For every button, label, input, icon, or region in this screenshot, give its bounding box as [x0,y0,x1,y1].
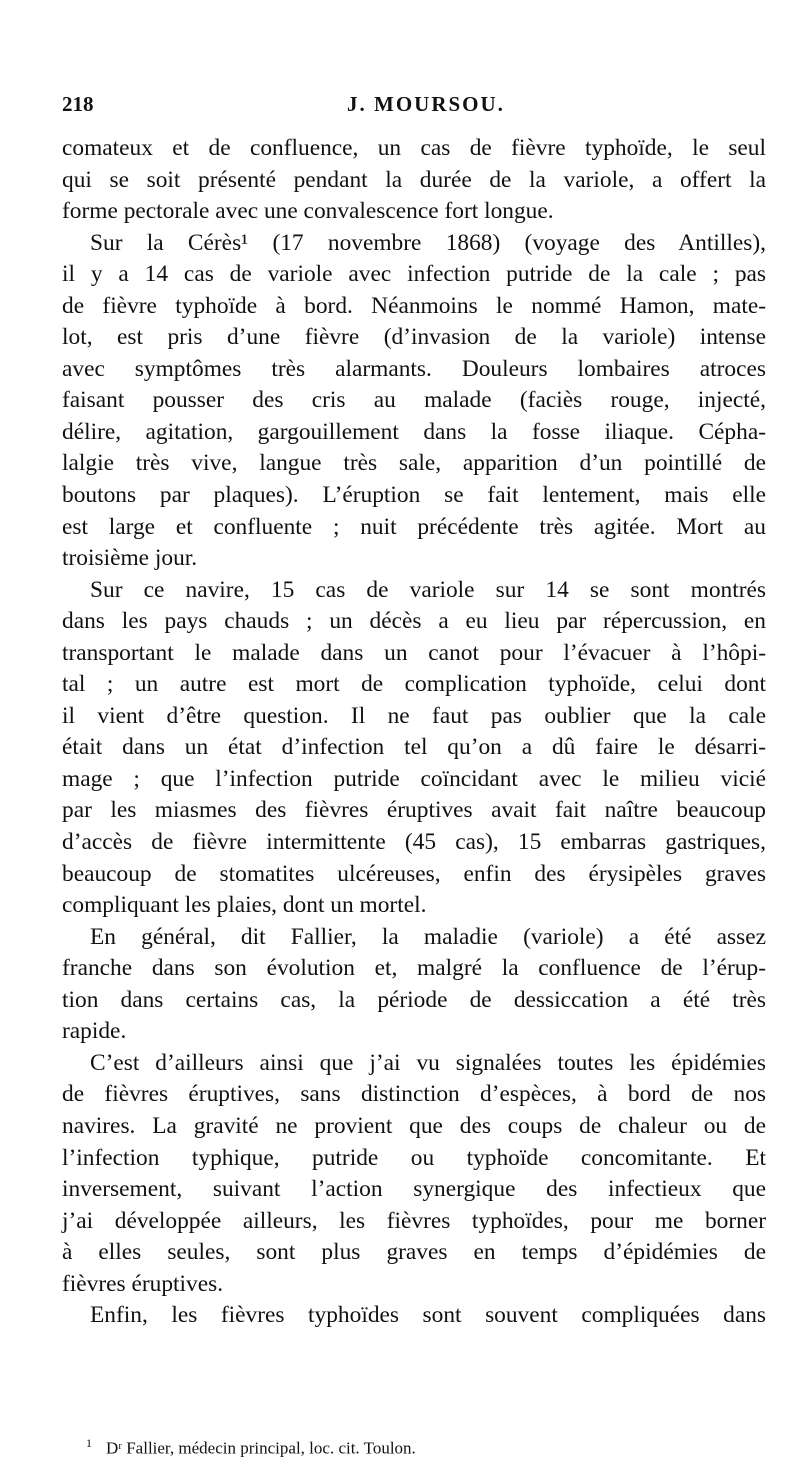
text-line: beaucoup de stomatites ulcéreuses, enfin des érysipèles graves [62,860,766,887]
text-line: il y a 14 cas de variole avec infection putride de la cale ; pas [62,261,766,288]
text-line: tal ; un autre est mort de complication typhoïde, celui dont [62,671,766,698]
text-line: boutons par plaques). L’éruption se fait lentement, mais elle [62,482,766,509]
footnote-mark: 1 [86,1436,92,1450]
text-line: qui se soit présenté pendant la durée de la variole, a offert la [62,166,766,193]
text-line: par les miasmes des fièvres éruptives avait fait naître beaucoup [62,797,766,824]
text-line: comateux et de confluence, un cas de fièvre typhoïde, le seul [62,135,766,161]
page-header [62,92,756,122]
text-line: à elles seules, sont plus graves en temps d’épidémies de [62,1239,766,1266]
text-line: tion dans certains cas, la période de dessiccation a été très [62,986,766,1013]
text-line: de fièvre typhoïde à bord. Néanmoins le nommé Hamon, mate- [62,292,766,319]
text-line: est large et confluente ; nuit précédente très agitée. Mort au [62,513,766,540]
text-line: avec symptômes très alarmants. Douleurs lombaires atroces [62,355,766,382]
text-line: était dans un état d’infection tel qu’on a dû faire le désarri- [62,734,766,761]
running-head: J. MOURSOU. [347,92,505,116]
footnote-text: Dʳ Fallier, médecin principal, loc. cit. Toulon. [106,1438,416,1458]
text-line: dans les pays chauds ; un décès a eu lieu par répercussion, en [62,608,766,635]
text-line: d’accès de fièvre intermittente (45 cas), 15 embarras gastriques, [62,829,766,856]
text-line: fièvres éruptives. [62,1270,224,1297]
text-line: faisant pousser des cris au malade (faciès rouge, injecté, [62,387,766,414]
text-line: Enfin, les fièvres typhoïdes sont souvent compliquées dans [90,1302,766,1329]
text-line: l’infection typhique, putride ou typhoïde concomitante. Et [62,1144,766,1171]
text-line: inversement, suivant l’action synergique des infectieux que [62,1176,766,1203]
text-line: troisième jour. [62,545,198,572]
page-number: 218 [62,92,94,116]
body-text [62,133,766,1332]
text-line: de fièvres éruptives, sans distinction d’espèces, à bord de nos [62,1081,766,1108]
footnote [86,1436,416,1459]
text-line: transportant le malade dans un canot pour l’évacuer à l’hôpi- [62,639,766,666]
text-line: Sur ce navire, 15 cas de variole sur 14 se sont montrés [90,576,766,603]
text-line: il vient d’être question. Il ne faut pas oublier que la cale [62,702,766,729]
text-line: forme pectorale avec une convalescence fort longue. [62,198,554,225]
text-line: C’est d’ailleurs ainsi que j’ai vu signalées toutes les épidémies [90,1049,766,1076]
text-line: Sur la Cérès¹ (17 novembre 1868) (voyage des Antilles), [90,229,766,256]
text-line: j’ai développée ailleurs, les fièvres typhoïdes, pour me borner [62,1207,766,1234]
text-line: lot, est pris d’une fièvre (d’invasion de la variole) intense [62,324,766,351]
text-line: rapide. [62,1018,127,1045]
text-line: lalgie très vive, langue très sale, apparition d’un pointillé de [62,450,766,477]
text-line: compliquant les plaies, dont un mortel. [62,892,427,919]
text-line: En général, dit Fallier, la maladie (variole) a été assez [90,923,766,950]
text-line: franche dans son évolution et, malgré la confluence de l’érup- [62,955,766,982]
text-line: navires. La gravité ne provient que des coups de chaleur ou de [62,1112,766,1139]
text-line: mage ; que l’infection putride coïncidant avec le milieu vicié [62,765,766,792]
text-line: délire, agitation, gargouillement dans la fosse iliaque. Cépha- [62,418,766,445]
